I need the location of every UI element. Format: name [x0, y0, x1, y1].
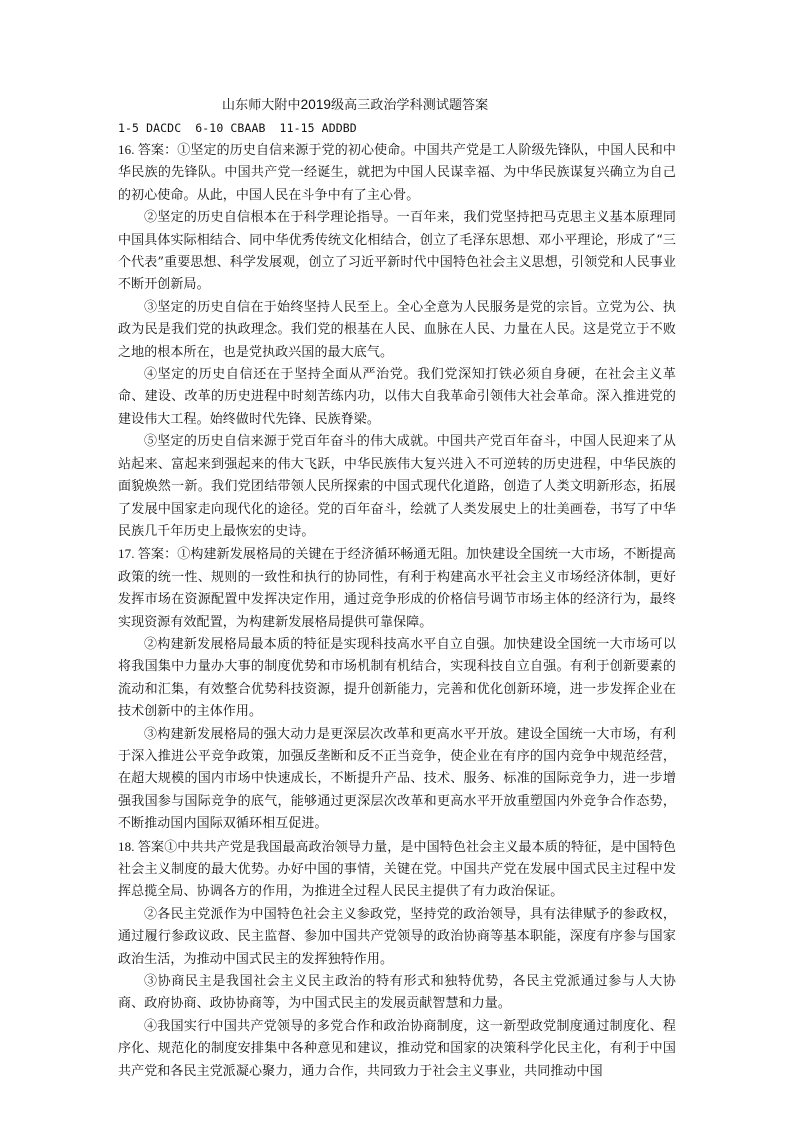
- q16-text-1: ①坚定的历史自信来源于党的初心使命。中国共产党是工人阶级先锋队，中国人民和中华民族的先锋队。中国共产党一经诞生，就把为中国人民谋幸福、为中华民族谋复兴确立为自己的初心使命。从此，中国人民在斗争中有了主心骨。: [118, 143, 676, 203]
- question-17: [118, 543, 676, 835]
- q18-paragraph-4: ④我国实行中国共产党领导的多党合作和政治协商制度，这一新型政党制度通过制度化、程序化、规范化的制度安排集中各种意见和建议，推动党和国家的决策科学化民主化，有利于中国共产党和各民主党派凝心聚力，通力合作，共同致力于社会主义事业，共同推动中国: [118, 1018, 676, 1079]
- answer-sheet: [118, 94, 676, 1083]
- q17-paragraph-2: ②构建新发展格局最本质的特征是实现科技高水平自立自强。加快建设全国统一大市场可以将我国集中力量办大事的制度优势和市场机制有机结合，实现科技自立自强。有利于创新要素的流动和汇集，有效整合优势科技资源，提升创新能力，完善和优化创新环境，进一步发挥企业在技术创新中的主体作用。: [118, 636, 676, 720]
- q17-text-1: ①构建新发展格局的关键在于经济循环畅通无阻。加快建设全国统一大市场，不断提高政策的统一性、规则的一致性和执行的协同性，有利于构建高水平社会主义市场经济体制，更好发挥市场在资源配置中发挥决定作用，通过竞争形成的价格信号调节市场主体的经济行为，最终实现资源有效配置，为构建新发展格局提供可靠保障。: [118, 547, 676, 630]
- choice-answers: 1-5 DACDC 6-10 CBAAB 11-15 ADDBD: [118, 121, 357, 135]
- q18-paragraph-3: ③协商民主是我国社会主义民主政治的特有形式和独特优势，各民主党派通过参与人大协商、政府协商、政协协商等，为中国式民主的发展贡献智慧和力量。: [118, 974, 676, 1012]
- q17-paragraph-1: [118, 543, 676, 634]
- q16-paragraph-4: ④坚定的历史自信还在于坚持全面从严治党。我们党深知打铁必须自身硬，在社会主义革命、建设、改革的历史进程中时刻苦练内功，以伟大自我革命引领伟大社会革命。深入推进党的建设伟大工程。始终做时代先锋、民族脊梁。: [118, 367, 676, 427]
- q16-label: 16. 答案：: [118, 142, 178, 157]
- title-prefix: 山东师大附中: [222, 98, 301, 113]
- q18-text-1: ①中共共产党是我国最高政治领导力量，是中国特色社会主义最本质的特征，是中国特色社会主义制度的最大优势。办好中国的事情，关键在党。中国共产党在发展中国式民主过程中发挥总揽全局、协调各方的作用，为推进全过程人民民主提供了有力政治保证。: [118, 839, 677, 900]
- q18-paragraph-1: [118, 836, 676, 904]
- q16-paragraph-1: [118, 139, 676, 207]
- q16-paragraph-2: ②坚定的历史自信根本在于科学理论指导。一百年来，我们党坚持把马克思主义基本原理同中国具体实际相结合、同中华优秀传统文化相结合，创立了毛泽东思想、邓小平理论，形成了“三个代表”重要思想、科学发展观，创立了习近平新时代中国特色社会主义思想，引领党和人民事业不断开创新局。: [118, 210, 676, 293]
- document-title: [118, 94, 676, 117]
- q16-paragraph-5: ⑤坚定的历史自信来源于党百年奋斗的伟大成就。中国共产党百年奋斗，中国人民迎来了从站起来、富起来到强起来的伟大飞跃，中华民族伟大复兴进入不可逆转的历史进程，中华民族的面貌焕然一新。我们党团结带领人民所探索的中国式现代化道路，创造了人类文明新形态，拓展了发展中国家走向现代化的途径。党的百年奋斗，绘就了人类发展史上的壮美画卷，书写了中华民族几千年历史上最恢宏的史诗。: [118, 434, 676, 539]
- q16-paragraph-3: ③坚定的历史自信在于始终坚持人民至上。全心全意为人民服务是党的宗旨。立党为公、执政为民是我们党的执政理念。我们党的根基在人民、血脉在人民、力量在人民。这是党立于不败之地的根本所在，也是党执政兴国的最大底气。: [118, 299, 676, 360]
- title-suffix: 级高三政治学科测试题答案: [331, 98, 489, 113]
- q18-paragraph-2: ②各民主党派作为中国特色社会主义参政党，坚持党的政治领导，具有法律赋予的参政权，通过履行参政议政、民主监督、参加中国共产党领导的政治协商等基本职能，深度有序参与国家政治生活，为推动中国式民主的发挥独特作用。: [118, 906, 676, 967]
- title-year: 2019: [300, 97, 332, 112]
- q17-paragraph-3: ③构建新发展格局的强大动力是更深层次改革和更高水平开放。建设全国统一大市场，有利于深入推进公平竞争政策，加强反垄断和反不正当竞争，使企业在有序的国内竞争中规范经营，在超大规模的国内市场中快速成长，不断提升产品、技术、服务、标准的国际竞争力，进一步增强我国参与国际竞争的底气，能够通过更深层次改革和更高水平开放重塑国内外竞争合作态势，不断推动国内国际双循环相互促进。: [118, 726, 676, 832]
- q18-label: 18. 答案: [118, 838, 165, 854]
- q17-label: 17. 答案：: [118, 546, 178, 562]
- question-18: [118, 836, 676, 1083]
- question-16: [118, 139, 676, 543]
